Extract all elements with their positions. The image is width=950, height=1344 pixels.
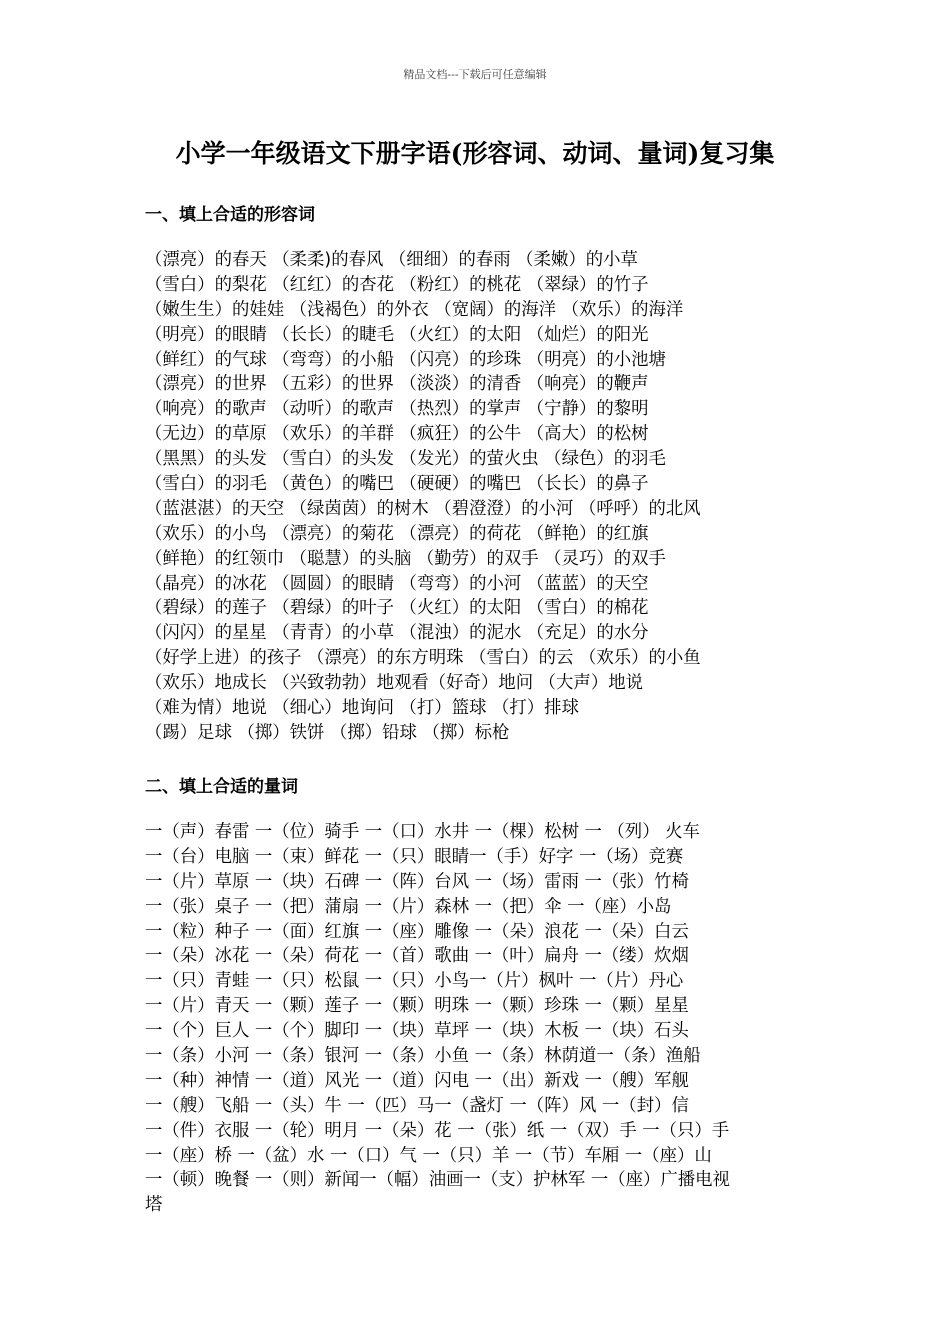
exercise-line: （碧绿）的莲子 （碧绿）的叶子 （火红）的太阳 （雪白）的棉花 [145,598,649,619]
adjective-exercise-list [145,248,845,746]
exercise-line: （嫩生生）的娃娃 （浅褐色）的外衣 （宽阔）的海洋 （欢乐）的海洋 [145,299,684,320]
exercise-line: 一（件）衣服 一（轮）明月 一（朵）花 一（张）纸 一（双）手 一（只）手 [145,1120,730,1141]
exercise-line: （好学上进）的孩子 （漂亮）的东方明珠 （雪白）的云 （欢乐）的小鱼 [145,648,701,669]
exercise-line: （晶亮）的冰花 （圆圆）的眼睛 （弯弯）的小河 （蓝蓝）的天空 [145,573,649,594]
section-heading-measure-words: 二、填上合适的量词 [145,777,298,797]
exercise-line: 塔 [145,1195,163,1216]
exercise-line: （雪白）的羽毛 （黄色）的嘴巴 （硬硬）的嘴巴 （长长）的鼻子 [145,474,649,495]
exercise-line: 一（张）桌子 一（把）蒲扇 一（片）森林 一（把）伞 一（座）小岛 [145,896,672,917]
exercise-line: （漂亮）的世界 （五彩）的世界 （淡淡）的清香 （响亮）的鞭声 [145,374,649,395]
exercise-line: 一（艘）飞船 一（头）牛 一（匹）马一（盏灯 一（阵）风 一（封）信 [145,1095,689,1116]
exercise-line: （漂亮）的春天 （柔柔)的春风 （细细）的春雨 （柔嫩）的小草 [145,250,638,270]
exercise-line: （无边）的草原 （欢乐）的羊群 （疯狂）的公牛 （高大）的松树 [145,424,649,445]
exercise-line: 一（片）草原 一（块）石碑 一（阵）台风 一（场）雷雨 一（张）竹椅 [145,871,689,892]
exercise-line: 一（个）巨人 一（个）脚印 一（块）草坪 一（块）木板 一（块）石头 [145,1021,689,1042]
page-header: 精品文档---下载后可任意编辑 [403,68,547,81]
exercise-line: （闪闪）的星星 （青青）的小草 （混浊）的泥水 （充足）的水分 [145,623,649,644]
document-title: 小学一年级语文下册字语(形容词、动词、量词)复习集 [175,139,775,168]
exercise-line: （鲜红）的气球 （弯弯）的小船 （闪亮）的珍珠 （明亮）的小池塘 [145,349,666,370]
exercise-line: 一（声）春雷 一（位）骑手 一（口）水井 一（棵）松树 一 （列） 火车 [145,822,700,842]
measure-word-exercise-list [145,820,845,1218]
exercise-line: （鲜艳）的红领巾 （聪慧）的头脑 （勤劳）的双手 （灵巧）的双手 [145,548,666,569]
exercise-line: （欢乐）的小鸟 （漂亮）的菊花 （漂亮）的荷花 （鲜艳）的红旗 [145,523,649,544]
exercise-line: 一（台）电脑 一（束）鲜花 一（只）眼睛一（手）好字 一（场）竞赛 [145,846,684,867]
exercise-line: （踢）足球 （掷）铁饼 （掷）铅球 （掷）标枪 [145,722,510,743]
exercise-line: （蓝湛湛）的天空 （绿茵茵）的树木 （碧澄澄）的小河 （呼呼）的北风 [145,498,701,519]
section-heading-adjectives: 一、填上合适的形容词 [145,205,315,225]
exercise-line: 一（座）桥 一（盆）水 一（口）气 一（只）羊 一（节）车厢 一（座）山 [145,1145,712,1166]
exercise-line: （响亮）的歌声 （动听）的歌声 （热烈）的掌声 （宁静）的黎明 [145,399,649,420]
exercise-line: 一（条）小河 一（条）银河 一（条）小鱼 一（条）林荫道一（条）渔船 [145,1046,701,1067]
exercise-line: （欢乐）地成长 （兴致勃勃）地观看（好奇）地问 （大声）地说 [145,673,643,694]
exercise-line: （难为情）地说 （细心）地询问 （打）篮球 （打）排球 [145,698,579,719]
exercise-line: （明亮）的眼睛 （长长）的睫毛 （火红）的太阳 （灿烂）的阳光 [145,324,649,345]
exercise-line: （黑黑）的头发 （雪白）的头发 （发光）的萤火虫 （绿色）的羽毛 [145,449,666,470]
exercise-line: 一（片）青天 一（颗）莲子 一（颗）明珠 一（颗）珍珠 一（颗）星星 [145,996,689,1017]
exercise-line: 一（种）神情 一（道）风光 一（道）闪电 一（出）新戏 一（艘）军舰 [145,1070,689,1091]
exercise-line: 一（粒）种子 一（面）红旗 一（座）雕像 一（朵）浪花 一（朵）白云 [145,921,689,942]
exercise-line: 一（顿）晚餐 一（则）新闻一（幅）油画一（支）护林军 一（座）广播电视 [145,1170,730,1191]
exercise-line: 一（只）青蛙 一（只）松鼠 一（只）小鸟一（片）枫叶 一（片）丹心 [145,971,684,992]
exercise-line: 一（朵）冰花 一（朵）荷花 一（首）歌曲 一（叶）扁舟 一（缕）炊烟 [145,946,689,967]
exercise-line: （雪白）的梨花 （红红）的杏花 （粉红）的桃花 （翠绿）的竹子 [145,274,649,295]
